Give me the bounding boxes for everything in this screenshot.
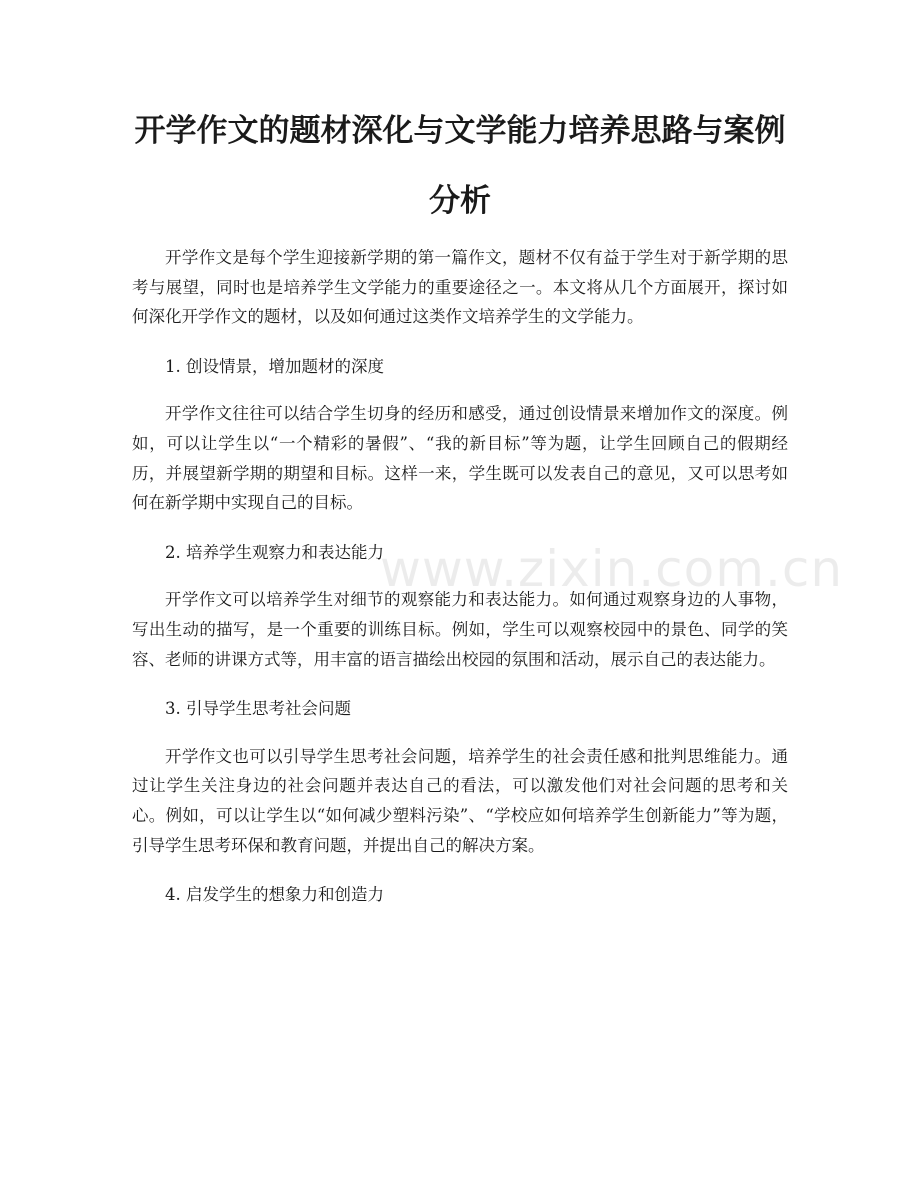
section-heading-1: 1. 创设情景，增加题材的深度 (165, 356, 384, 376)
intro-paragraph: 开学作文是每个学生迎接新学期的第一篇作文，题材不仅有益于学生对于新学期的思考与展望，同时也是培养学生文学能力的重要途径之一。本文将从几个方面展开，探讨如何深化开学作文的题材，以及如何通过这类作文培养学生的文学能力。 (132, 248, 788, 327)
document-title: 开学作文的题材深化与文学能力培养思路与案例分析 (134, 113, 786, 219)
section-heading-4: 4. 启发学生的想象力和创造力 (165, 885, 384, 905)
section-heading-2: 2. 培养学生观察力和表达能力 (165, 542, 384, 562)
section-paragraph-3: 开学作文也可以引导学生思考社会问题，培养学生的社会责任感和批判思维能力。通过让学生关注身边的社会问题并表达自己的看法，可以激发他们对社会问题的思考和关心。例如，可以让学生以“如何减少塑料污染”、“学校应如何培养学生创新能力”等为题，引导学生思考环保和教育问题，并提出自己的解决方案。 (132, 746, 788, 855)
watermark: www.zixin.com.cn (380, 540, 844, 598)
section-heading-3: 3. 引导学生思考社会问题 (165, 699, 351, 719)
section-paragraph-2: 开学作文可以培养学生对细节的观察能力和表达能力。如何通过观察身边的人事物，写出生动的描写，是一个重要的训练目标。例如，学生可以观察校园中的景色、同学的笑容、老师的讲课方式等，用丰富的语言描绘出校园的氛围和活动，展示自己的表达能力。 (132, 590, 788, 669)
section-paragraph-1: 开学作文往往可以结合学生切身的经历和感受，通过创设情景来增加作文的深度。例如，可以让学生以“一个精彩的暑假”、“我的新目标”等为题，让学生回顾自己的假期经历，并展望新学期的期望和目标。这样一来，学生既可以发表自己的意见，又可以思考如何在新学期中实现自己的目标。 (132, 404, 788, 513)
